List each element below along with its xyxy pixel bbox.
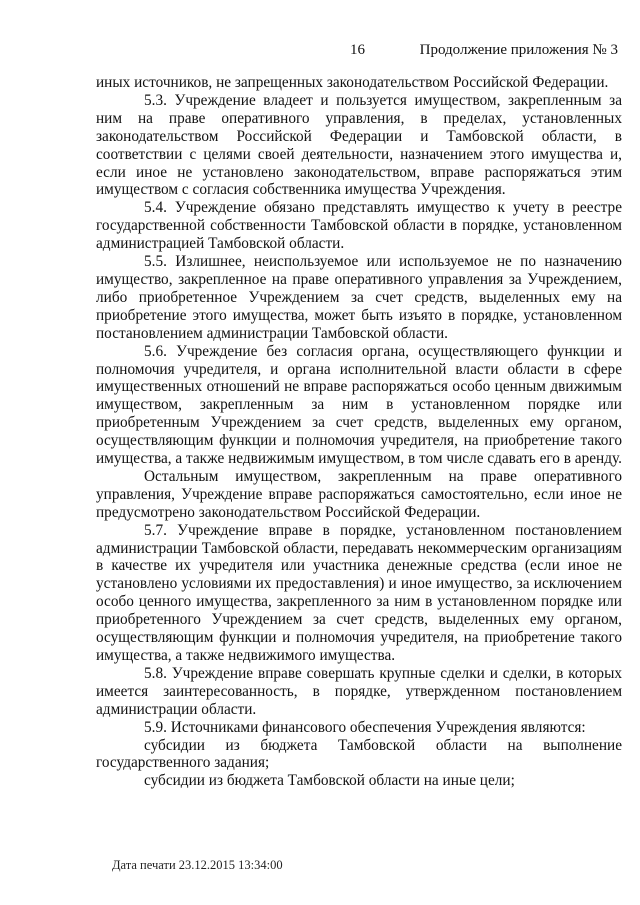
paragraph-subsidy-other: субсидии из бюджета Тамбовской области на иные цели; — [144, 772, 515, 790]
paragraph-5-9: 5.9. Источниками финансового обеспечения Учреждения являются: — [144, 718, 586, 736]
page-number: 16 — [350, 42, 365, 58]
paragraph-continuation: иных источников, не запрещенных законодательством Российской Федерации. — [96, 74, 609, 91]
paragraph-5-4: 5.4. Учреждение обязано представлять имущество к учету в реестре государственной собственности Тамбовской области в порядке, установленном администрацией Тамбовской области. — [96, 199, 622, 253]
page-header — [96, 42, 618, 62]
paragraph-subsidy-task: субсидии из бюджета Тамбовской области на выполнение государственного задания; — [96, 736, 622, 772]
paragraph-5-8: 5.8. Учреждение вправе совершать крупные сделки и сделки, в которых имеется заинтересованность, в порядке, утвержденном постановлением администрации области. — [96, 664, 622, 718]
paragraph-5-3: 5.3. Учреждение владеет и пользуется имуществом, закрепленным за ним на праве оперативного управления, в пределах, установленных законодательством Российской Федерации и Тамбовской области, в соответствии с целями своей деятельности, назначением этого имущества и, если иное не установлено законодательством, вправе распоряжаться этим имуществом с согласия собственника имущества Учреждения. — [96, 91, 622, 199]
paragraph-5-5: 5.5. Излишнее, неиспользуемое или используемое не по назначению имущество, закрепленное на праве оперативного управления за Учреждением, либо приобретенное Учреждением за счет средств, выделенных ему на приобретение этого имущества, может быть изъято в порядке, установленном постановлением администрации Тамбовской области. — [96, 253, 622, 342]
paragraph-5-7: 5.7. Учреждение вправе в порядке, установленном постановлением администрации Тамбовской области, передавать некоммерческим организациям в качестве их учредителя или участника денежные средства (если иное не установлено условиями их предоставления) и иное имущество, за исключением особо ценного имущества, закрепленного за ним в установленном порядке или приобретенного Учреждением за счет средств, выделенных ему органом, осуществляющим функции и полномочия учредителя, на приобретение такого имущества, а также недвижимого имущества. — [96, 521, 622, 664]
document-body — [96, 74, 622, 790]
paragraph-remaining-property: Остальным имуществом, закрепленным на праве оперативного управления, Учреждение вправе распоряжаться самостоятельно, если иное не предусмотрено законодательством Российской Федерации. — [96, 467, 622, 521]
paragraph-5-6: 5.6. Учреждение без согласия органа, осуществляющего функции и полномочия учредителя, и органа исполнительной власти области в сфере имущественных отношений не вправе распоряжаться особо ценным движимым имуществом, закрепленным за ним в установленном порядке или приобретенным Учреждением за счет средств, выделенных ему органом, осуществляющим функции и полномочия учредителя, на приобретение такого имущества, а также недвижимым имуществом, в том числе сдавать его в аренду. — [96, 342, 622, 468]
print-date-footer: Дата печати 23.12.2015 13:34:00 — [112, 858, 283, 872]
appendix-label: Продолжение приложения № 3 — [419, 42, 618, 58]
